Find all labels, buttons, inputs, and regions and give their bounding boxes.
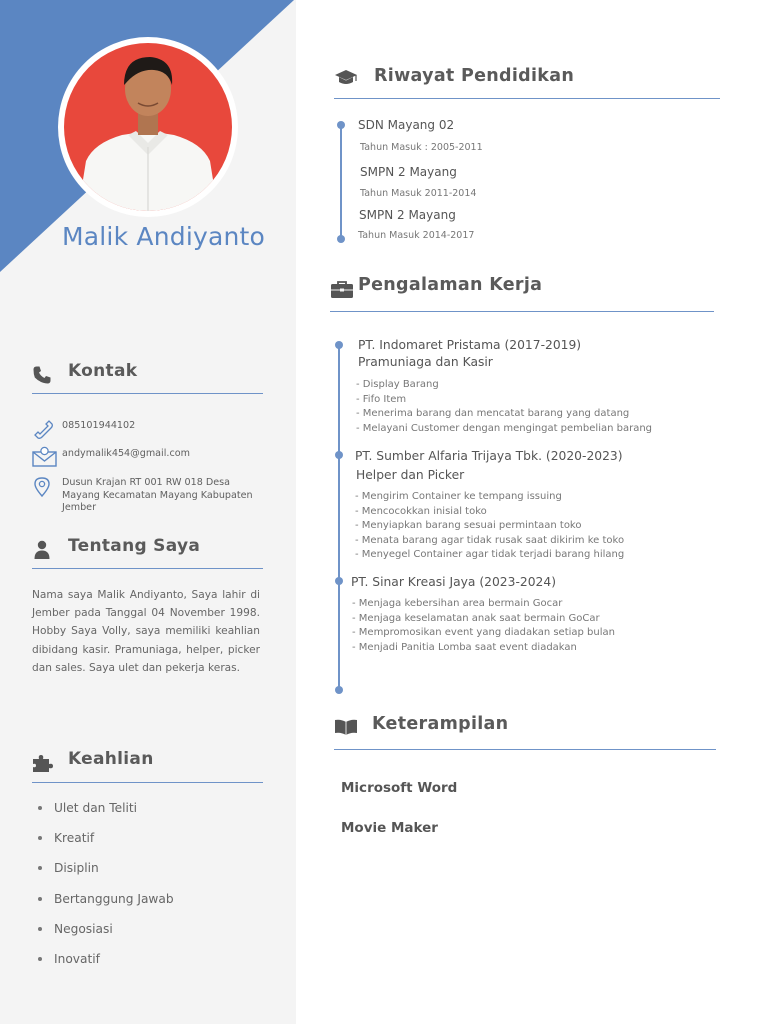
experience-timeline-dot [335, 577, 343, 585]
education-school: SDN Mayang 02 [358, 118, 455, 132]
location-icon [32, 476, 52, 498]
job-tasks [356, 378, 652, 436]
contact-section-header [32, 359, 263, 394]
experience-timeline [338, 344, 340, 690]
job-task: - Menata barang agar tidak rusak saat dikirim ke toko [355, 534, 625, 546]
education-school: SMPN 2 Mayang [359, 208, 456, 222]
expertise-item: Bertanggung Jawab [32, 888, 174, 918]
skills-section-title: Keterampilan [372, 714, 509, 734]
education-timeline-dot [337, 121, 345, 129]
skill-item: Movie Maker [341, 820, 438, 836]
job-tasks [355, 490, 624, 563]
experience-section-header [330, 273, 714, 312]
contact-section-title: Kontak [68, 361, 138, 381]
expertise-item: Negosiasi [32, 918, 174, 948]
contact-phone: 085101944102 [62, 420, 136, 431]
contact-phone-row [32, 418, 262, 440]
about-section-header [32, 530, 263, 569]
puzzle-icon [32, 753, 54, 773]
phone-outline-icon [32, 418, 54, 440]
education-timeline [340, 125, 342, 241]
profile-photo [58, 37, 238, 217]
briefcase-icon [330, 280, 354, 300]
job-role: Helper dan Picker [356, 468, 465, 482]
expertise-item: Disiplin [32, 857, 174, 887]
email-icon [32, 446, 58, 468]
job-task: - Mencocokkan inisial toko [355, 505, 487, 517]
education-section-title: Riwayat Pendidikan [374, 66, 575, 86]
open-book-icon [334, 718, 358, 736]
education-year: Tahun Masuk : 2005-2011 [360, 142, 483, 153]
contact-email: andymalik454@gmail.com [62, 448, 190, 459]
job-task: - Menyiapkan barang sesuai permintaan toko [355, 520, 582, 532]
experience-timeline-dot [335, 686, 343, 694]
job-task: - Melayani Customer dengan mengingat pembelian barang [356, 422, 653, 434]
education-year: Tahun Masuk 2011-2014 [360, 188, 477, 199]
job-task: - Menerima barang dan mencatat barang yang datang [356, 408, 630, 420]
education-year: Tahun Masuk 2014-2017 [358, 230, 475, 241]
job-task: - Menjadi Panitia Lomba saat event diadakan [352, 641, 577, 653]
experience-timeline-dot [335, 451, 343, 459]
profile-name: Malik Andiyanto [62, 222, 266, 251]
education-timeline-dot [337, 235, 345, 243]
sidebar [0, 0, 296, 1024]
about-text: Nama saya Malik Andiyanto, Saya lahir di Jember pada Tanggal 04 November 1998. Hobby Saya Volly, saya memiliki keahlian dibidang kasir. Pramuniaga, helper, picker dan sales. Saya ulet dan pekerja keras. [32, 589, 260, 674]
contact-address: Dusun Krajan RT 001 RW 018 Desa Mayang Kecamatan Mayang Kabupaten Jember [62, 477, 253, 513]
about-section-title: Tentang Saya [68, 536, 201, 556]
expertise-section-header [32, 744, 263, 783]
experience-section-title: Pengalaman Kerja [358, 275, 543, 295]
job-task: - Mempromosikan event yang diadakan setiap bulan [352, 627, 615, 639]
job-company: PT. Sumber Alfaria Trijaya Tbk. (2020-2023) [355, 449, 623, 463]
profile-photo-image [64, 43, 232, 211]
user-icon [32, 540, 52, 560]
job-tasks [352, 597, 615, 655]
job-task: - Menyegel Container agar tidak terjadi barang hilang [355, 549, 625, 561]
expertise-section-title: Keahlian [68, 749, 154, 769]
contact-email-row [32, 446, 262, 468]
job-task: - Display Barang [356, 379, 439, 390]
experience-timeline-dot [335, 341, 343, 349]
job-role: Pramuniaga dan Kasir [358, 355, 493, 369]
job-task: - Mengirim Container ke tempang issuing [355, 491, 562, 502]
phone-icon [32, 365, 52, 385]
job-task: - Menjaga keselamatan anak saat bermain GoCar [352, 612, 600, 624]
skills-section-header [334, 711, 716, 750]
skill-item: Microsoft Word [341, 780, 458, 796]
job-task: - Menjaga kebersihan area bermain Gocar [352, 598, 563, 609]
education-section-header [334, 62, 720, 99]
expertise-item: Kreatif [32, 827, 174, 857]
expertise-item: Ulet dan Teliti [32, 797, 174, 827]
job-company: PT. Sinar Kreasi Jaya (2023-2024) [351, 575, 556, 589]
job-task: - Fifo Item [356, 393, 407, 405]
expertise-list [32, 797, 174, 978]
contact-address-row [32, 476, 262, 516]
graduation-cap-icon [334, 69, 358, 87]
expertise-item: Inovatif [32, 948, 174, 978]
job-company: PT. Indomaret Pristama (2017-2019) [358, 338, 582, 352]
education-school: SMPN 2 Mayang [360, 165, 457, 179]
